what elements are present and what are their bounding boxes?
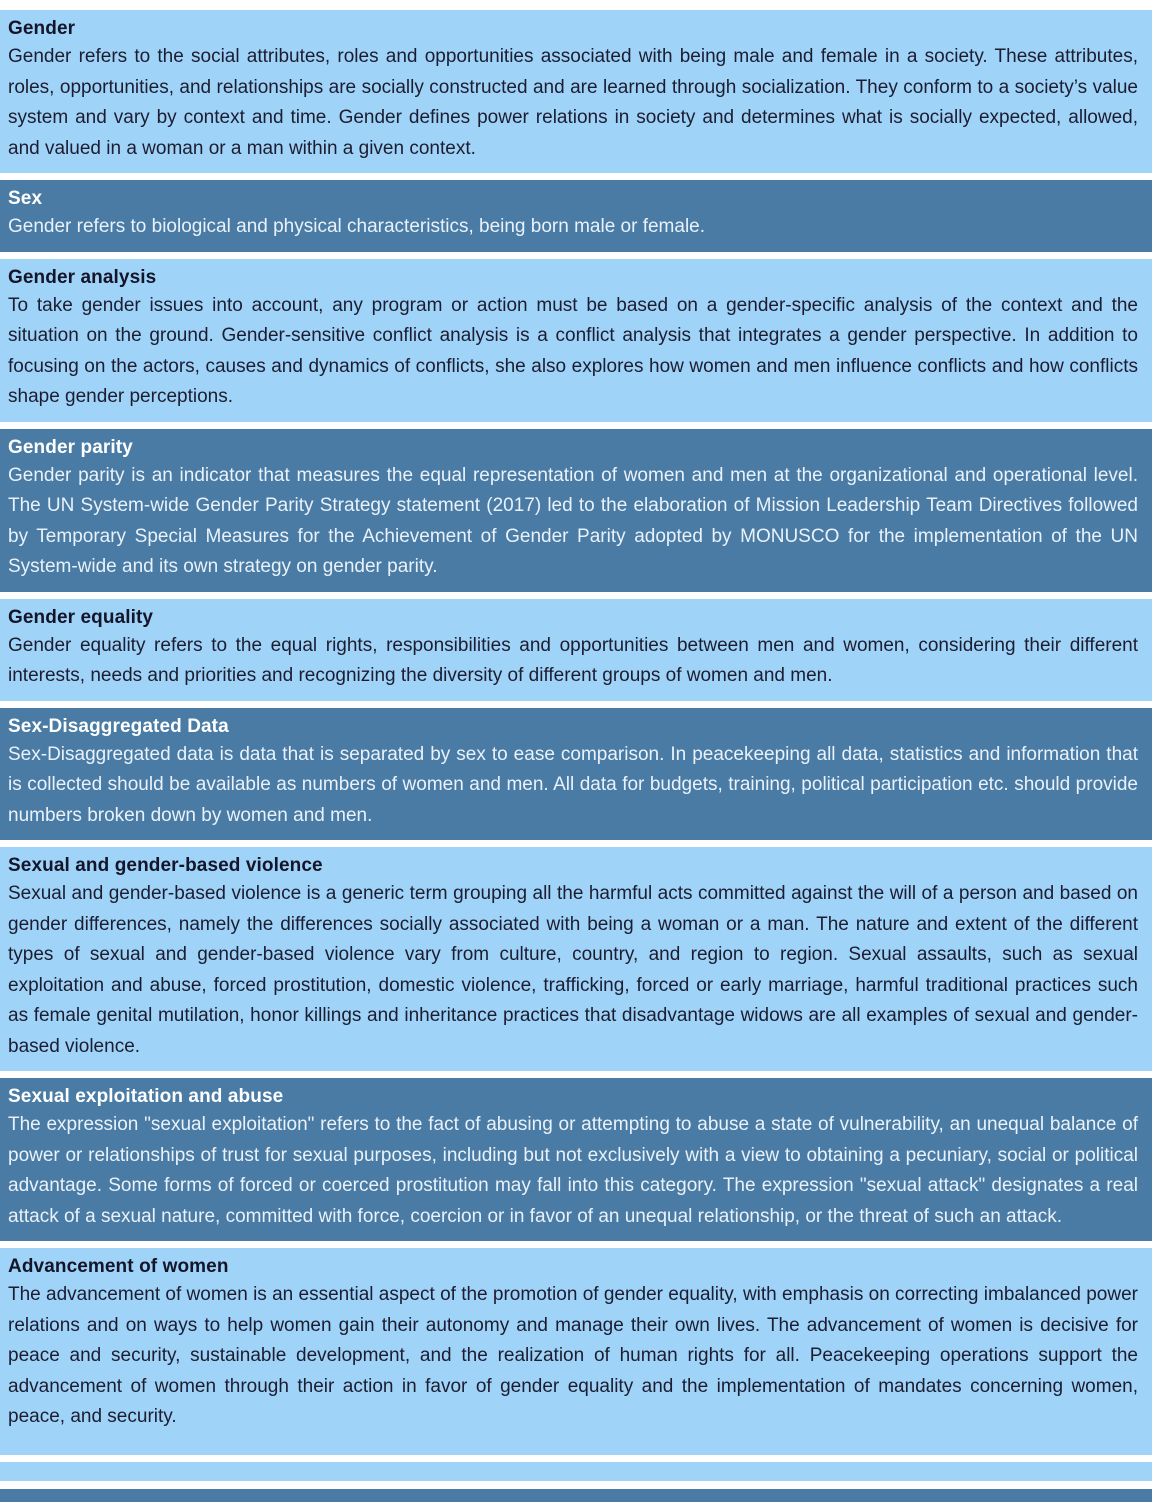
definition-term: Sex-Disaggregated Data [8,715,229,737]
definition-body: Gender refers to biological and physical characteristics, being born male or female. [8,216,706,237]
definition-body: Gender refers to the social attributes, roles and opportunities associated with being male and female in a society. These attributes, roles, opportunities, and relationships are socially constructed and are learned through socialization. They conform to a society’s value system and vary by context and time. Gender defines power relations in society and determines what is socially expected, allowed, and valued in a woman or a man within a given context. [8,46,1138,159]
definition-section-gender-analysis [0,259,1152,422]
definition-term: Gender analysis [8,266,157,288]
definition-section-gender [0,10,1152,173]
truncated-next-section-bar [0,1489,1152,1502]
definition-section-advancement-of-women [0,1248,1152,1455]
definition-body: Gender equality refers to the equal rights, responsibilities and opportunities between men and women, considering their different interests, needs and priorities and recognizing the diversity of different groups of women and men. [8,634,1138,686]
definition-section-gender-parity [0,429,1152,592]
definition-section-sexual-gender-based-violence [0,847,1152,1071]
definition-term: Sex [8,188,43,209]
definition-body: Sexual and gender-based violence is a generic term grouping all the harmful acts committed against the will of a person and based on gender differences, namely the differences socially associated with being a woman or a man. The nature and extent of the different types of sexual and gender-based violence vary from culture, country, and region to region. Sexual assaults, such as sexual exploitation and abuse, forced prostitution, domestic violence, trafficking, forced or early marriage, harmful traditional practices such as female genital mutilation, honor killings and inheritance practices that disadvantage widows are all examples of sexual and gender-based violence. [8,883,1138,1057]
definition-term: Gender parity [8,436,133,458]
empty-light-section-bar [0,1462,1152,1481]
definition-section-gender-equality [0,599,1152,701]
definition-term: Gender [8,18,76,39]
definition-section-sexual-exploitation-abuse [0,1078,1152,1241]
definition-term: Sexual and gender-based violence [8,855,323,876]
definition-body: Gender parity is an indicator that measures the equal representation of women and men at the organizational and operational level. The UN System-wide Gender Parity Strategy statement (2017) led to the elaboration of Mission Leadership Team Directives followed by Temporary Special Measures for the Achievement of Gender Parity adopted by MONUSCO for the implementation of the UN System-wide and its own strategy on gender parity. [8,464,1138,577]
definition-term: Gender equality [8,606,154,628]
definition-term: Advancement of women [8,1256,229,1277]
definition-body: To take gender issues into account, any program or action must be based on a gender-specific analysis of the context and the situation on the ground. Gender-sensitive conflict analysis is a conflict analysis that integrates a gender perspective. In addition to focusing on the actors, causes and dynamics of conflicts, she also explores how women and men influence conflicts and how conflicts shape gender perceptions. [8,294,1138,407]
definition-section-sex [0,180,1152,252]
definition-body: Sex-Disaggregated data is data that is separated by sex to ease comparison. In peacekeeping all data, statistics and information that is collected should be available as numbers of women and men. All data for budgets, training, political participation etc. should provide numbers broken down by women and men. [8,743,1138,826]
definition-term: Sexual exploitation and abuse [8,1086,284,1107]
definition-section-sex-disaggregated-data [0,708,1152,841]
definition-body: The advancement of women is an essential aspect of the promotion of gender equality, with emphasis on correcting imbalanced power relations and on ways to help women gain their autonomy and manage their own lives. The advancement of women is decisive for peace and security, sustainable development, and the realization of human rights for all. Peacekeeping operations support the advancement of women through their action in favor of gender equality and the implementation of mandates concerning women, peace, and security. [8,1284,1138,1427]
definition-body: The expression "sexual exploitation" refers to the fact of abusing or attempting to abuse a state of vulnerability, an unequal balance of power or relationships of trust for sexual purposes, including but not exclusively with a view to obtaining a pecuniary, social or political advantage. Some forms of forced or coerced prostitution may fall into this category. The expression "sexual attack" designates a real attack of a sexual nature, committed with force, coercion or in favor of an unequal relationship, or the threat of such an attack. [8,1114,1138,1227]
